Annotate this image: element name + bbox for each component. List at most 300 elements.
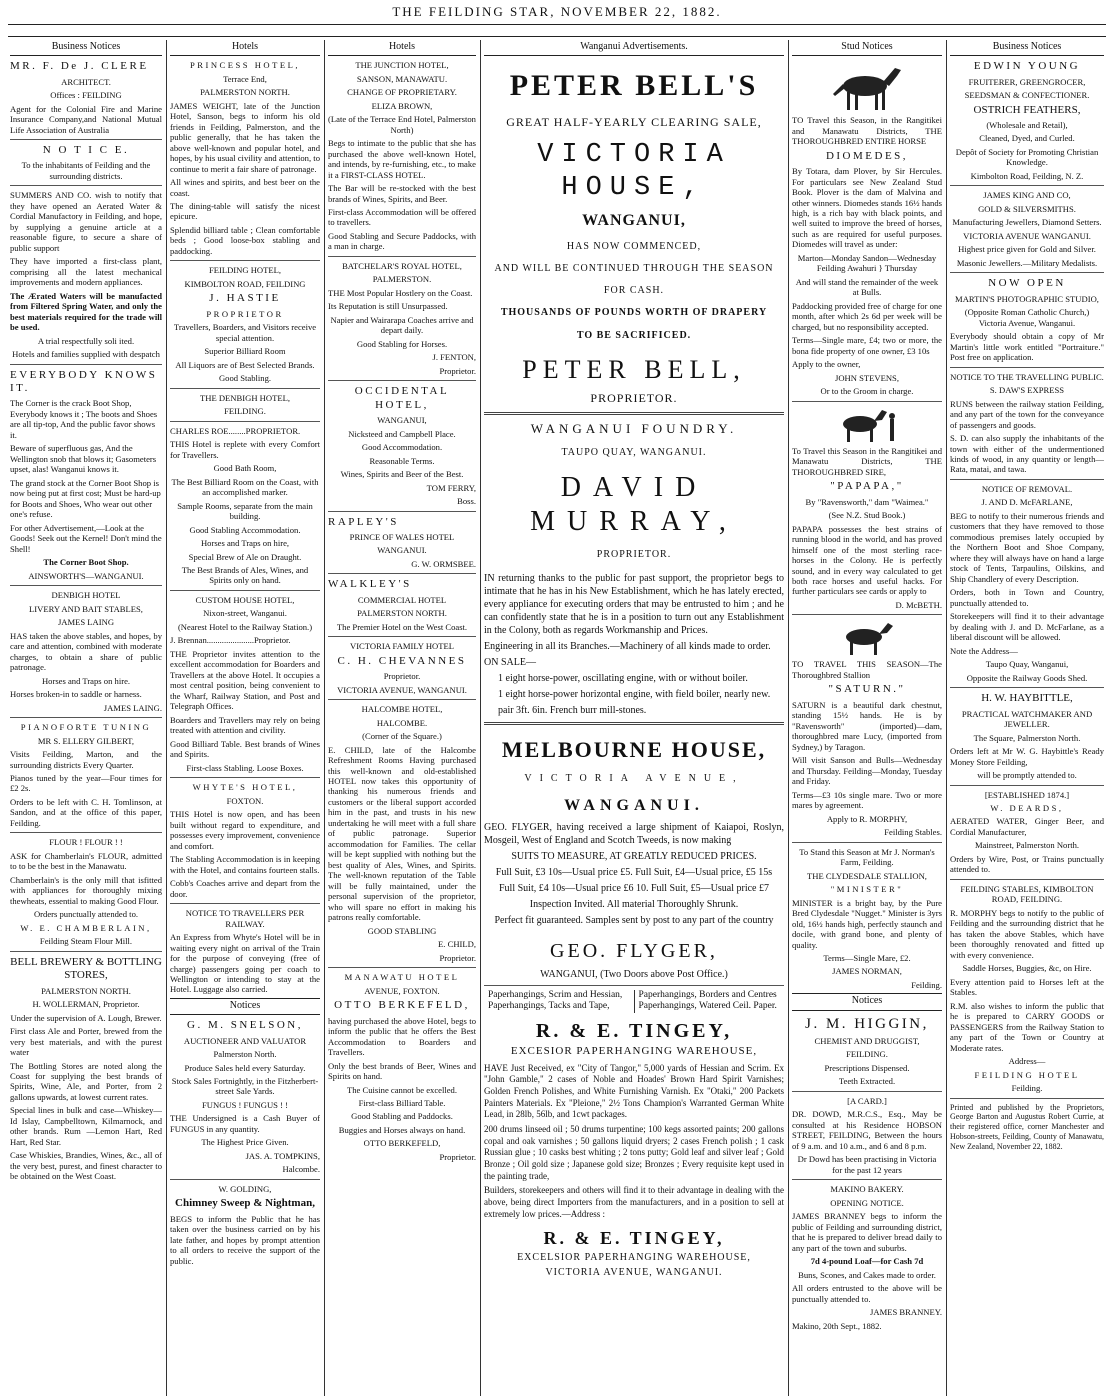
a-card: [A CARD.] <box>847 1095 887 1106</box>
beware-verse: Beware of superfluous gas, And the Wellington snob that blows it; Gasometers upset, alas! Wanganui knows it. <box>10 443 157 475</box>
notice-text: To the inhabitants of Feilding and the surrounding districts. <box>21 160 151 181</box>
column-wanganui <box>484 40 784 1396</box>
bell-brewery: BELL BREWERY & BOTTLING STORES, <box>10 955 162 982</box>
sale-item-2: 1 eight horse-power horizontal engine, with field boiler, nearly new. <box>498 688 771 700</box>
bath-room: Good Bath Room, <box>213 463 277 474</box>
hastie: J. HASTIE <box>209 292 281 305</box>
minister: "MINISTER" <box>830 884 904 895</box>
highest-price: Highest price given for Gold and Silver. <box>958 244 1096 255</box>
terrace-end: Terrace End, <box>223 73 267 84</box>
teeth-extracted: Teeth Extracted. <box>838 1076 896 1087</box>
edwin-young: EDWIN YOUNG <box>973 60 1081 73</box>
wanganui-2: WANGANUI. <box>564 796 704 814</box>
victoria-avenue-2: VICTORIA AVENUE, WANGANUI. <box>545 1266 723 1278</box>
wanganui: WANGANUI, <box>582 212 686 230</box>
apply-owner: Apply to the owner, <box>792 359 861 370</box>
otto-berkefeld: OTTO BERKEFELD, <box>334 999 470 1012</box>
nz-stud-book: (See N.Z. Stud Book.) <box>828 510 906 521</box>
fruiterer: FRUITERER, GREENGROCER, <box>968 76 1086 87</box>
walkleys: WALKLEY'S <box>328 578 412 591</box>
dining-table: The dining-table will satisfy the nicest epicure. <box>170 201 320 222</box>
address-label: Address— <box>1008 1056 1046 1067</box>
clere-agent: Agent for the Colonial Fire and Marine Insurance Company,and National Mutual Life Association of Australia <box>10 103 162 135</box>
james-norman: JAMES NORMAN, <box>832 966 902 977</box>
notice-heading: N O T I C E. <box>42 144 130 157</box>
child-text: E. CHILD, late of the Halcombe Refreshment Rooms Having purchased this well-known and old-established HOTEL now takes this opportunity of thanking his numerous friends and customers or the liberal support accorded him in the past, and trusts in his new undertaking he will meet with a full share of public patronage. Superior accommodation for Families. The cellar will be kept supplied with nothing but the best quality of Ales, Wines, and Spirits. The well-known reputation of the Table will be fully maintained, under the personal supervision of the proprietor, who will spare no effort in making his patrons really comfortable. <box>328 744 476 923</box>
princess-hotel: PRINCESS HOTEL, <box>189 60 301 71</box>
proprietor-2: Proprietor. <box>383 671 421 682</box>
boarders-text: Boarders and Travellers may rely on being treated with attention and civility. <box>170 714 320 736</box>
horse-illustration <box>827 60 907 115</box>
tingey-2: R. & E. TINGEY, <box>543 1228 725 1249</box>
weight-text: JAMES WEIGHT, late of the Junction Hotel, Sanson, begs to inform his old friends in Feilding, Palmerston, and the public generally, that he has taken the above well-known and popular hotel, and hopes, by his usual civility and attention, to continue to merit a fair share of patronage. <box>170 100 320 174</box>
top-rule <box>8 24 1106 25</box>
james-branney: JAMES BRANNEY. <box>870 1307 942 1318</box>
melbourne-house: MELBOURNE HOUSE, <box>501 736 767 762</box>
stallion-illustration <box>832 619 902 659</box>
proprietor-3: Proprietor. <box>439 952 476 963</box>
napier-coaches: Napier and Wairarapa Coaches arrive and depart daily. <box>330 314 474 336</box>
opening-notice: OPENING NOTICE. <box>830 1197 904 1208</box>
proprietor-2: PROPRIETOR. <box>596 549 672 561</box>
best-ales: The Best Brands of Ales, Wines, and Spirits only on hand. <box>181 565 309 586</box>
suits-to-measure: SUITS TO MEASURE, AT GREATLY REDUCED PRICES. <box>511 851 757 863</box>
makino-date: Makino, 20th Sept., 1882. <box>792 1320 882 1331</box>
billiard-table: Splendid billiard table ; Clean comfortable beds ; Good loose-box stabling and paddocking. <box>170 224 320 256</box>
change-proprietary: CHANGE OF PROPRIETARY. <box>347 87 457 98</box>
goods-shed: Opposite the Railway Goods Shed. <box>966 672 1088 683</box>
commercial-hotel: COMMERCIAL HOTEL <box>357 594 447 605</box>
reasonable-terms: Reasonable Terms. <box>369 455 435 466</box>
sale-item-3: pair 3ft. 6in. French burr mill-stones. <box>498 704 647 716</box>
whytes-hotel: WHYTE'S HOTEL, <box>192 782 298 793</box>
proprietor: PROPRIETOR. <box>590 391 678 406</box>
feilding: Feilding. <box>911 979 942 990</box>
laing-signature: JAMES LAING. <box>103 702 162 713</box>
sanson: SANSON, MANAWATU. <box>356 73 448 84</box>
first-billiard: First-class Billiard Table. <box>358 1097 446 1108</box>
dowd-practising: Dr Dowd has been practising in Victoria for the past 12 years <box>797 1154 937 1175</box>
terms-saturn: Terms—£3 10s single mare. Two or more mares by agreement. <box>792 789 942 811</box>
orders-left: Orders left at Mr W. G. Haybittle's Ready Money Store Feilding, <box>950 746 1104 767</box>
makino-bakery: MAKINO BAKERY. <box>830 1184 904 1195</box>
begs-text: Begs to intimate to the public that she has purchased the above well-known Hotel, and intends, by re-furnishing, etc., to make it a FIRST-CLASS HOTEL. <box>328 138 476 180</box>
superior-billiard: Superior Billiard Room <box>204 346 286 357</box>
storekeepers: Storekeepers will find it to their advantage by dealing with J. and D. McFarlane, as a liberal discount will be allowed. <box>950 611 1104 643</box>
ainsworth: AINSWORTH'S—WANGANUI. <box>28 570 144 581</box>
col-divider <box>166 40 167 1396</box>
nicksteed: Nicksteed and Campbell Place. <box>348 428 456 439</box>
golding-text: BEGS to inform the Public that he has taken over the business carried on by his late father, and hopes by prompt attention to all orders to receive the support of the public. <box>170 1213 320 1266</box>
piano-heading: PIANOFORTE TUNING <box>20 722 152 733</box>
all-orders: All orders entrusted to the above will be punctually attended to. <box>792 1283 942 1304</box>
chamberlain-signature: W. E. CHAMBERLAIN, <box>20 922 152 933</box>
otto-signature: OTTO BERKEFELD, <box>363 1138 441 1149</box>
peter-bells: PETER BELL'S <box>509 69 759 103</box>
chamberlain-text: Chamberlain's is the only mill that isfitted with appliances for thoroughly mixing thewheats, essential to making Good Flour. <box>10 874 162 906</box>
premier-hotel: The Premier Hotel on the West Coast. <box>336 621 468 632</box>
palmerston: PALMERSTON. <box>372 274 432 285</box>
commenced: HAS NOW COMMENCED, <box>566 240 702 252</box>
victoria-avenue: VICTORIA AVENUE, WANGANUI. <box>337 684 467 695</box>
paperhangings <box>484 990 784 1013</box>
for-cash: FOR CASH. <box>603 285 665 297</box>
palm-north: PALMERSTON NORTH. <box>357 608 447 619</box>
schedule: Marton—Monday Sandon—Wednesday Feilding Awahuri } Thursday <box>797 252 937 274</box>
excelsior: EXCELSIOR PAPERHANGING WAREHOUSE, <box>517 1252 751 1264</box>
aerated-text: The Ærated Waters will be manufacted from Filtered Spring Water, and only the best materials required for the trade will be used. <box>10 290 162 333</box>
builders-text: Builders, storekeepers and others will find it to their advantage in dealing with the above, being direct Importers from the manufacturers, and in a position to sell at extremely low prices.—Address : <box>484 1185 784 1219</box>
trial-text: A trial respectfully soli ited. <box>37 335 135 346</box>
clere-title: ARCHITECT. <box>61 76 111 87</box>
grand-verse: The grand stock at the Corner Boot Shop is now being put at first cost; Must be hard-up for Boots and Shoes, Who wear out other one's refuse. <box>10 477 161 520</box>
halcombe: Halcombe. <box>282 1164 320 1175</box>
papapa-desc: PAPAPA possesses the best strains of running blood in the world, and has proved himself one of the most sterling race-horses in the Colony. He is perfectly sound, and in every way calculated to get both race horses and useful hacks. For further particulars see cards or apply to <box>792 523 942 597</box>
the-square: The Square, Palmerston North. <box>973 732 1081 743</box>
col-divider <box>946 40 947 1396</box>
continued: AND WILL BE CONTINUED THROUGH THE SEASON <box>494 262 774 274</box>
whyte-text: THIS Hotel is now open, and has been built without regard to expenditure, and possesses every improvement, convenience and comfort. <box>170 809 320 851</box>
manawatu-hotel: MANAWATU HOTEL <box>344 972 460 983</box>
invites-text: THE Proprietor invites attention to the excellent accommodation for Boarders and Travellers at the above Hotel. It occupies a most central position, being convenient to the Wharf, Railway Station, and Post and Telegraph Offices. <box>170 648 320 712</box>
paperhangings-left: Paperhangings, Scrim and Hessian, Paperhangings, Tacks and Tape, <box>488 989 623 1012</box>
brennan: J. Brennan......................Proprietor. <box>170 635 291 646</box>
notice-travellers: NOTICE TO TRAVELLERS PER RAILWAY. <box>185 908 305 929</box>
thousands: THOUSANDS OF POUNDS WORTH OF DRAPERY <box>500 307 768 319</box>
chimney-sweep: Chimney Sweep & Nightman, <box>175 1197 315 1210</box>
auctioneer: AUCTIONEER AND VALUATOR <box>183 1035 307 1046</box>
terms-minister: Terms—Single Mare, £2. <box>823 952 911 963</box>
e-child: E. CHILD, <box>438 939 476 950</box>
feilding: FEILDING. <box>224 406 266 417</box>
flour-ask: ASK for Chamberlain's FLOUR, admitted to to be the best in the Manawatu. <box>10 850 162 872</box>
proprietor: PROPRIETOR <box>206 308 284 319</box>
notices-header: Notices <box>792 993 942 1010</box>
halcombe-hotel: HALCOMBE HOTEL, <box>361 704 443 715</box>
snelson: G. M. SNELSON, <box>187 1019 303 1032</box>
palmerston-north: PALMERSTON NORTH. <box>200 87 290 98</box>
col-divider <box>480 40 481 1396</box>
corner-square: (Corner of the Square.) <box>362 731 442 742</box>
rm-text: R.M. also wishes to inform the public that he is prepared to CARRY GOODS or PASSENGERS from the Railway Station to any part of the Town or Country at Moderate rates. <box>950 1000 1104 1053</box>
palmerston-north-2: Palmerston North. <box>213 1049 277 1060</box>
cleaned: Cleaned, Dyed, and Curled. <box>979 133 1075 144</box>
victoria-avenue: VICTORIA AVENUE WANGANUI. <box>963 230 1091 241</box>
column-business-notices-2 <box>950 40 1104 1396</box>
papapa: "PAPAPA," <box>830 480 904 493</box>
feilding-stables: Feilding Stables. <box>884 827 942 838</box>
horses-traps: Horses and Traps on hire. <box>41 675 131 686</box>
prescriptions: Prescriptions Dispensed. <box>824 1062 910 1073</box>
saddle-horses: Saddle Horses, Buggies, &c, on Hire. <box>962 963 1092 974</box>
lough: Under the supervision of A. Lough, Brewer. <box>10 1012 162 1023</box>
column-stud-notices <box>792 40 942 1396</box>
palmerston-north: PALMERSTON NORTH. <box>41 985 131 996</box>
morphy-text: R. MORPHY begs to notify to the public of Feilding and the surrounding district that he has taken the above Stables, which have been thoroughly renovated and fitted up with every convenience. <box>950 907 1104 960</box>
reputation: Its Reputation is still Unsurpassed. <box>328 301 448 312</box>
paddocks: Good Stabling and Paddocks. <box>351 1111 453 1122</box>
feilding: Feilding. <box>1011 1083 1043 1094</box>
prince-of-wales: PRINCE OF WALES HOTEL <box>349 531 455 542</box>
express-text: An Express from Whyte's Hotel will be in waiting every night on arrival of the Train for the purpose of conveying (free of charge) passengers going per coach to Wellington or intending to stay at the Hotel. Luggage also carried. <box>170 932 320 995</box>
boss: Boss. <box>457 496 476 507</box>
bottling-stores: The Bottling Stores are noted along the Coast for supplying the best brands of Spirits, Wine, Ale, and Porter, from 2 gallons upwards, at lowest current rates. <box>10 1060 162 1102</box>
pianos-tuned: Pianos tuned by the year—Four times for £2 2s. <box>10 773 162 794</box>
masthead: THE FEILDING STAR, NOVEMBER 22, 1882. <box>392 4 722 19</box>
wanganui-2: WANGANUI. <box>377 545 427 556</box>
victoria-house: VICTORIA HOUSE, <box>537 140 731 204</box>
special-lines: Special lines in bulk and case—Whiskey—Id Islay, Campbelltown, Kilmarnock, and other brands. Rum —Lemon Hart, Red Hart, Red Star. <box>10 1105 162 1147</box>
most-popular: THE Most Popular Hostlery on the Coast. <box>328 287 473 298</box>
watchmaker: PRACTICAL WATCHMAKER AND JEWELLER. <box>961 708 1093 730</box>
everybody-heading: EVERYBODY KNOWS IT. <box>10 368 158 395</box>
seedsman: SEEDSMAN & CONFECTIONER. <box>964 90 1090 101</box>
kimbolton-road: KIMBOLTON ROAD, FEILDING <box>184 278 306 289</box>
victoria-avenue: VICTORIA AVENUE, <box>524 773 744 785</box>
wollerman: H. WOLLERMAN, Proprietor. <box>32 999 140 1010</box>
punctual: Orders punctually attended to. <box>33 909 139 920</box>
travellers: Travellers, Boarders, and Visitors receive special attention. <box>173 322 317 343</box>
portraiture: Everybody should obtain a copy of Mr Martin's little work entitled "Portraiture." Post free on application. <box>950 331 1104 363</box>
david-murray: DAVID MURRAY, <box>530 472 738 538</box>
col-divider <box>324 40 325 1396</box>
morphy: Apply to R. MORPHY, <box>826 813 908 824</box>
case-whiskies: Case Whiskies, Brandies, Wines, &c., all of the very best, purest, and finest character to be obtained on the West Coast. <box>10 1150 162 1182</box>
steam-mill: Feilding Steam Flour Mill. <box>39 936 133 947</box>
denbigh-hotel: THE DENBIGH HOTEL, <box>200 392 290 403</box>
column-header: Stud Notices <box>792 40 942 56</box>
broken-in: Horses broken-in to saddle or harness. <box>10 689 142 700</box>
opposite-church: (Opposite Roman Catholic Church,) Victoria Avenue, Wanganui. <box>964 307 1090 328</box>
good-stabling-accom: Good Stabling Accommodation. <box>189 524 301 535</box>
good-stabling: GOOD STABLING <box>367 925 437 936</box>
produce-sales: Produce Sales held every Saturday. <box>184 1062 306 1073</box>
aerated-water: AERATED WATER, Ginger Beer, and Cordial Manufacturer, <box>950 816 1104 837</box>
established: [ESTABLISHED 1874.] <box>984 789 1070 800</box>
wholesale: (Wholesale and Retail), <box>986 119 1068 130</box>
haybittle: H. W. HAYBITTLE, <box>981 692 1073 705</box>
column-header: Wanganui Advertisements. <box>484 40 784 56</box>
clydesdale: THE CLYDESDALE STALLION, <box>807 870 927 881</box>
terms-diomedes: Terms—Single mare, £4; two or more, the bona fide property of one owner, £3 10s <box>792 335 942 356</box>
flour-heading: FLOUR ! FLOUR ! ! <box>49 837 123 848</box>
highest-price: The Highest Price Given. <box>201 1137 289 1148</box>
now-open: NOW OPEN <box>988 277 1066 290</box>
sample-rooms: Sample Rooms, separate from the main building. <box>177 500 313 522</box>
column-hotels-2 <box>328 40 476 1396</box>
batchelar-hotel: BATCHELAR'S ROYAL HOTEL, <box>342 260 462 271</box>
engineering: Engineering in all its Branches.—Machinery of all kinds made to order. <box>484 640 771 652</box>
special-brew: Special Brew of Ale on Draught. <box>188 551 302 562</box>
proprietor-4: Proprietor. <box>439 1151 476 1162</box>
manufacturing-jewellers: Manufacturing Jewellers, Diamond Setters. <box>952 217 1102 228</box>
col-divider <box>788 40 789 1396</box>
peter-bell: PETER BELL, <box>522 354 746 384</box>
notice-removal: NOTICE OF REMOVAL. <box>981 483 1073 494</box>
wines-best: Wines, Spirits and Beer of the Best. <box>340 469 464 480</box>
taupo-quay: TAUPO QUAY, WANGANUI. <box>561 446 707 458</box>
gold-silversmiths: GOLD & SILVERSMITHS. <box>978 203 1076 214</box>
branney-text: JAMES BRANNEY begs to inform the public of Feilding and surrounding district, that he is prepared to deliver bread daily to any part of the town and suburbs. <box>792 1211 942 1253</box>
diomedes-desc: By Totara, dam Plover, by Sir Hercules. For particulars see New Zealand Stud Book. Plover is the dam of Malvina and other winners. Diomedes stands 16½ hands high, is a rich bay with black points, and well suited to improve the breed of horses, such as are required for useful purposes. Diomedes will travel as under: <box>792 166 942 250</box>
saturn-visit: Will visit Sanson and Bulls—Wednesday and Thursday. Feilding—Monday, Tuesday and Friday. <box>792 755 942 787</box>
on-sale: ON SALE— <box>484 656 536 668</box>
ormsbee: G. W. ORMSBEE. <box>411 558 476 569</box>
whyte-stabling: The Stabling Accommodation is in keeping with the Hotel, and contains fourteen stalls. <box>170 854 320 875</box>
saturn-text: TO TRAVEL THIS SEASON—The Thoroughbred Stallion <box>792 659 942 680</box>
nixon-street: Nixon-street, Wanganui. <box>203 608 287 619</box>
kimbolton-road: Kimbolton Road, Feilding, N. Z. <box>970 170 1084 181</box>
stabling-text: Good Stabling and Secure Paddocks, with a man in charge. <box>328 230 476 252</box>
horse-groom-illustration <box>832 406 902 446</box>
prices-1: Full Suit, £3 10s—Usual price £5. Full Suit, £4—Usual price, £5 15s <box>495 867 773 879</box>
stand-bulls: And will stand the remainder of the week at Bulls. <box>795 276 939 298</box>
clearing-sale: GREAT HALF-YEARLY CLEARING SALE, <box>506 114 762 129</box>
papapa-text: To Travel this Season in the Rangitikei and Manawatu Districts, THE THOROUGHBRED SIRE, <box>792 445 942 477</box>
tingey-text: HAVE Just Received, ex "City of Tangor," 5,000 yards of Hessian and Scrim. Ex "John Gamble," 2 cases of Noble and Hoades' Brown Hard Spirit Varnishes; Golden French Polishes, and White Furnishing Varnish. Ex "Otaki," 200 Packets Painters Materials. Ex "Pleione," 2½ Tons Champion's Warranted German White Lead, in 28lb, 56lb, and 1cwt packages. <box>484 1062 784 1120</box>
imprint: Printed and published by the Proprietors, George Barton and Augustus Robert Currie, at their registered office, corner Manchester and Hobson-streets, Feilding, County of Manawatu, New Zealand, November 22, 1882. <box>950 1102 1104 1151</box>
clere-office: Offices : FEILDING <box>50 90 122 101</box>
good-stabling: Good Stabling. <box>218 373 272 384</box>
feilding-2: FEILDING. <box>846 1049 888 1060</box>
taupo-quay: Taupo Quay, Wanganui, <box>985 659 1069 670</box>
junction-hotel: THE JUNCTION HOTEL, <box>355 60 449 71</box>
excesior: EXCESIOR PAPERHANGING WAREHOUSE, <box>510 1045 758 1058</box>
avenue-foxton: AVENUE, FOXTON. <box>364 985 440 996</box>
inspection: Inspection Invited. All material Thoroughly Shrunk. <box>529 899 739 911</box>
drums-text: 200 drums linseed oil ; 50 drums turpentine; 100 kegs assorted paints; 200 gallons copal and oak varnishes ; 50 gallons liquid dryers; 2 cases French polish ; 1 cask Russian glue ; 10 casks best whiting ; 2 tons putty; Gold leaf and silver leaf ; Gold Bronze ; Oil gold size ; Japanese gold size; Bronzes ; Every requisite kept used in the painting trade, <box>484 1123 784 1181</box>
gilbert-visits: Visits Feilding, Marton, and the surrounding districts Every Quarter. <box>10 749 162 770</box>
proprietor: Proprietor. <box>439 365 476 376</box>
wines-spirits: All wines and spirits, and best beer on the coast. <box>170 177 320 198</box>
tom-ferry: TOM FERRY, <box>426 482 476 493</box>
feilding-stables: FEILDING STABLES, KIMBOLTON ROAD, FEILDING. <box>960 883 1094 905</box>
every-attention: Every attention paid to Horses left at the Stables. <box>950 976 1104 998</box>
tompkins: JAS. A. TOMPKINS, <box>245 1150 320 1161</box>
murray-text: IN returning thanks to the public for past support, the proprietor begs to intimate that he has in his New Establishment, which he has lately erected, every appliance for executing orders that may be entrusted to him ; and he can confidently state that he is in a position to turn out any Establishment in the Colony, both as regards Workmanship and Prices. <box>484 572 784 636</box>
stock-sales: Stock Sales Fortnightly, in the Fitzherbert-street Sale Yards. <box>171 1076 319 1097</box>
higgin: J. M. HIGGIN, <box>805 1015 929 1032</box>
summers-text: SUMMERS AND CO. wish to notify that they have opened an Aerated Water & Cordial Manufactory in Feilding, and hope, by supplying a genuine article at a reasonable figure, to secure a share of public support <box>10 190 162 253</box>
orders-wire: Orders by Wire, Post, or Trains punctually attended to. <box>950 853 1104 875</box>
column-header: Hotels <box>328 40 476 56</box>
victoria-family-hotel: VICTORIA FAMILY HOTEL <box>349 641 454 652</box>
chevannes: C. H. CHEVANNES <box>337 654 467 667</box>
martin-studio: MARTIN'S PHOTOGRAPHIC STUDIO, <box>955 293 1099 304</box>
column-header: Business Notices <box>10 40 162 56</box>
corner-shop: The Corner Boot Shop. <box>43 557 129 568</box>
best-billiard: The Best Billiard Room on the Coast, with an accomplished marker. <box>171 476 319 498</box>
buggies: Buggies and Horses always on hand. <box>338 1124 466 1135</box>
notices-header: Notices <box>170 998 320 1015</box>
column-hotels-1 <box>170 40 320 1396</box>
groom: Or to the Groom in charge. <box>820 386 914 397</box>
flyger-text: GEO. FLYGER, having received a large shipment of Kaiapoi, Roslyn, Mosgeil, West of England and Scotch Tweeds, is now making <box>484 822 784 847</box>
geo-flyger: GEO. FLYGER, <box>550 940 718 963</box>
mcfarlane: J. AND D. McFARLANE, <box>981 497 1073 508</box>
good-accom: Good Accommodation. <box>361 442 443 453</box>
mcbeth: D. McBETH. <box>895 599 942 610</box>
saturn-desc: SATURN is a beautiful dark chestnut, standing 15½ hands. He is by "Ravensworth" (imported)—dam, thoroughbred mare Lucy, (imported from Sydney,) by Taragon. <box>792 699 942 752</box>
daw-runs: RUNS between the railway station Feilding, and any part of the town for the conveyance of passengers and goods. <box>950 398 1104 430</box>
cobb-coaches: Cobb's Coaches arrive and depart from the door. <box>170 878 320 899</box>
clere-name: MR. F. De J. CLERE <box>10 60 149 73</box>
good-billiard: Good Billiard Table. Best brands of Wines and Spirits. <box>170 738 320 760</box>
note-address: Note the Address— <box>950 645 1018 656</box>
gilbert-orders: Orders to be left with C. H. Tomlinson, at Sandon, and at the office of this paper, Feilding. <box>10 796 162 828</box>
fungus-text: THE Undersigned is a Cash Buyer of FUNGUS in any quantity. <box>170 1113 320 1134</box>
column-business-notices-1 <box>10 40 162 1396</box>
wanganui-foundry: WANGANUI FOUNDRY. <box>530 421 738 437</box>
ostrich-feathers: OSTRICH FEATHERS, <box>973 103 1081 116</box>
loaf-price: 7d 4-pound Loaf—for Cash 7d <box>810 1256 924 1267</box>
john-stevens: JOHN STEVENS, <box>835 372 899 383</box>
laing-name: JAMES LAING <box>57 617 115 628</box>
gilbert-name: MR S. ELLERY GILBERT, <box>37 735 135 746</box>
masonic: Masonic Jewellers.—Military Medalists. <box>956 257 1098 268</box>
stabling-horses: Good Stabling for Horses. <box>356 338 448 349</box>
otto-text: having purchased the above Hotel, begs to inform the public that he offers the Best Accommodation to Boarders and Travellers. <box>328 1015 476 1058</box>
tingey: R. & E. TINGEY, <box>535 1019 733 1042</box>
column-header: Hotels <box>170 40 320 56</box>
livery-heading: LIVERY AND BAIT STABLES, <box>29 603 143 614</box>
custom-house-hotel: CUSTOM HOUSE HOTEL, <box>195 594 295 605</box>
mainstreet: Mainstreet, Palmerston North. <box>974 840 1080 851</box>
golding: W. GOLDING, <box>218 1183 272 1194</box>
other-verse: For other Advertisement,—Look at the Goods! Seek out the Kernel! Don't mind the Shell! <box>10 522 162 554</box>
daw-express: S. DAW'S EXPRESS <box>989 385 1065 396</box>
bar-text: The Bar will be re-stocked with the best brands of Wines, Spirits, and Beer. <box>328 183 476 204</box>
sale-item-1: 1 eight horse-power, oscillating engine, with or without boiler. <box>498 672 748 684</box>
diomedes: DIOMEDES, <box>825 149 909 162</box>
foxton: FOXTON. <box>226 795 264 806</box>
hotels-supplied: Hotels and families supplied with despatch <box>12 349 160 360</box>
depot: Depôt of Society for Promoting Christian Knowledge. <box>955 146 1099 168</box>
james-king: JAMES KING AND CO, <box>983 190 1071 201</box>
all-liquors: All Liquors are of Best Selected Brands. <box>175 359 315 370</box>
wanganui: WANGANUI, <box>377 415 427 426</box>
late-terrace: (Late of the Terrace End Hotel, Palmerston North) <box>328 114 476 135</box>
notice-travelling: NOTICE TO THE TRAVELLING PUBLIC. <box>950 371 1104 382</box>
first-class-ale: First class Ale and Porter, brewed from the very best materials, and with the purest water <box>10 1026 162 1058</box>
mcfarlane-text: BEG to notify to their numerous friends and customers that they have removed to those commodious premises lately occupied by the Northern Boot and Shoe Company, where they will always have on hand a large stock of Tents, Tarpaulins, Oilskins, and Ship Chandlery of every Description. <box>950 510 1104 584</box>
deards: W. DEARDS, <box>990 803 1064 813</box>
papapa-by: By "Ravensworth," dam "Waimea." <box>805 496 929 507</box>
imported-text: They have imported a first-class plant, comprising all the latest mechanical improvements and modern appliances. <box>10 256 162 288</box>
column-header: Business Notices <box>950 40 1104 56</box>
chemist: CHEMIST AND DRUGGIST, <box>814 1035 920 1046</box>
only-best: Only the best brands of Beer, Wines and Spirits on hand. <box>328 1060 476 1082</box>
charles-roe: CHARLES ROE........PROPRIETOR. <box>170 425 301 436</box>
occidental-hotel: OCCIDENTAL HOTEL, <box>354 385 450 411</box>
feilding-hotel: FEILDING HOTEL <box>974 1069 1080 1080</box>
diomedes-text: TO Travel this Season, in the Rangitikei and Manawatu Districts, THE THOROUGHBRED ENTIRE HORSE <box>792 115 942 147</box>
paddocking: Paddocking provided free of charge for one month, after which 2s 6d per week will be charged, but no responsibility accepted. <box>792 300 942 332</box>
norman-farm: To Stand this Season at Mr J. Norman's Farm, Feilding. <box>799 846 935 868</box>
horses-traps: Horses and Traps on hire, <box>200 538 290 549</box>
fenton: J. FENTON, <box>432 352 476 363</box>
perfect-fit: Perfect fit guaranteed. Samples sent by post to any part of the country <box>494 915 774 927</box>
mcfarlane-orders: Orders, both in Town and Country, punctually attended to. <box>950 587 1104 608</box>
rapleys: RAPLEY'S <box>328 515 399 528</box>
corner-verse: The Corner is the crack Boot Shop, Everybody knows it ; The boots and Shoes are all tip-top, And the public favor shows it. <box>10 398 158 440</box>
minister-desc: MINISTER is a bright bay, by the Pure Bred Clydesdale "Nugget." Minister is 3yrs old, 16½ hands high, perfectly staunch and docile, with grand bone, and plenty of quality. <box>792 897 942 950</box>
sacrificed: TO BE SACRIFICED. <box>576 329 692 341</box>
accom-text: First-class Accommodation will be offered to travellers. <box>328 207 476 228</box>
feilding-hotel: FEILDING HOTEL, <box>208 265 282 276</box>
replete: THIS Hotel is replete with every Comfort for Travellers. <box>170 439 320 460</box>
top-rule-2 <box>8 36 1106 37</box>
